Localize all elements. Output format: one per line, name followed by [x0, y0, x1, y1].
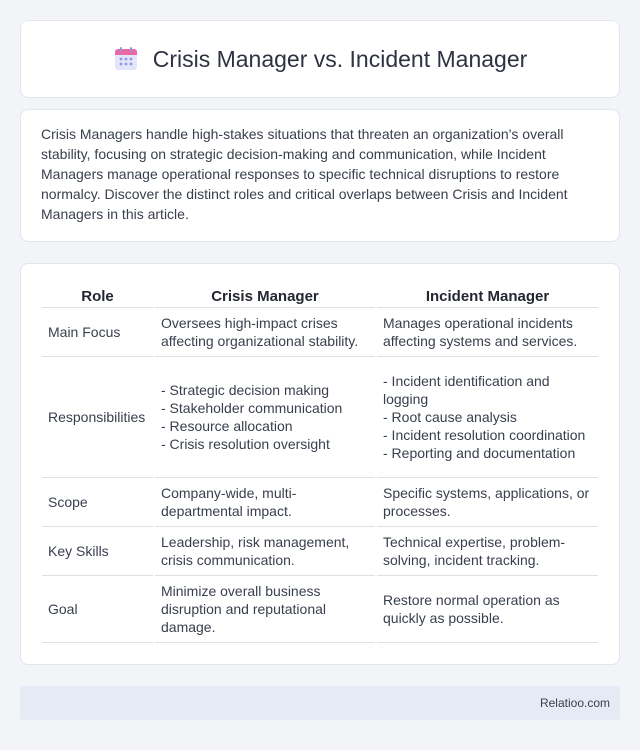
calendar-icon — [113, 46, 139, 72]
title-row — [113, 46, 528, 73]
list-item: - Root cause analysis — [383, 409, 517, 425]
table-row — [42, 478, 598, 527]
list-item: - Reporting and documentation — [383, 445, 576, 461]
crisis-cell: Oversees high-impact crises affecting organizational stability. — [154, 308, 376, 357]
footer-brand[interactable]: Relatioo.com — [539, 696, 610, 710]
list-item: - Stakeholder communication — [161, 400, 343, 416]
page-title: Crisis Manager vs. Incident Manager — [152, 45, 528, 72]
list-item: - Resource allocation — [161, 418, 293, 434]
list-item: - Strategic decision making — [161, 382, 330, 398]
list-item: - Incident resolution coordination — [383, 427, 586, 443]
incident-cell: Restore normal operation as quickly as possible. — [376, 576, 598, 643]
row-label: Scope — [42, 478, 154, 527]
crisis-cell: Leadership, risk management, crisis communication. — [154, 527, 376, 576]
row-label: Key Skills — [42, 527, 154, 576]
table-row — [42, 357, 598, 478]
incident-cell: Manages operational incidents affecting systems and services. — [376, 308, 598, 357]
table-header-row — [42, 285, 598, 308]
incident-cell — [376, 357, 598, 478]
crisis-cell: Company-wide, multi-departmental impact. — [154, 478, 376, 527]
header-incident-manager: Incident Manager — [376, 285, 598, 308]
list-item: - Crisis resolution oversight — [161, 436, 330, 452]
row-label: Main Focus — [42, 308, 154, 357]
table-row — [42, 576, 598, 643]
table-row — [42, 308, 598, 357]
comparison-card — [20, 263, 620, 665]
crisis-cell — [154, 357, 376, 478]
row-label: Goal — [42, 576, 154, 643]
incident-cell: Specific systems, applications, or processes. — [376, 478, 598, 527]
incident-cell: Technical expertise, problem-solving, incident tracking. — [376, 527, 598, 576]
row-label: Responsibilities — [42, 357, 154, 478]
list-item: - Incident identification and logging — [383, 373, 550, 407]
intro-card — [20, 109, 620, 242]
footer-bar — [20, 686, 620, 720]
table-row — [42, 527, 598, 576]
intro-paragraph: Crisis Managers handle high-stakes situations that threaten an organization's overall stability, focusing on strategic decision-making and communication, while Incident Managers manage operational responses to specific technical disruptions to restore normalcy. Discover the distinct roles and critical overlaps between Crisis and Incident Managers in this article. — [41, 126, 568, 222]
header-role: Role — [42, 285, 154, 308]
title-card — [20, 20, 620, 98]
header-crisis-manager: Crisis Manager — [154, 285, 376, 308]
crisis-cell: Minimize overall business disruption and reputational damage. — [154, 576, 376, 643]
comparison-table — [42, 285, 598, 643]
